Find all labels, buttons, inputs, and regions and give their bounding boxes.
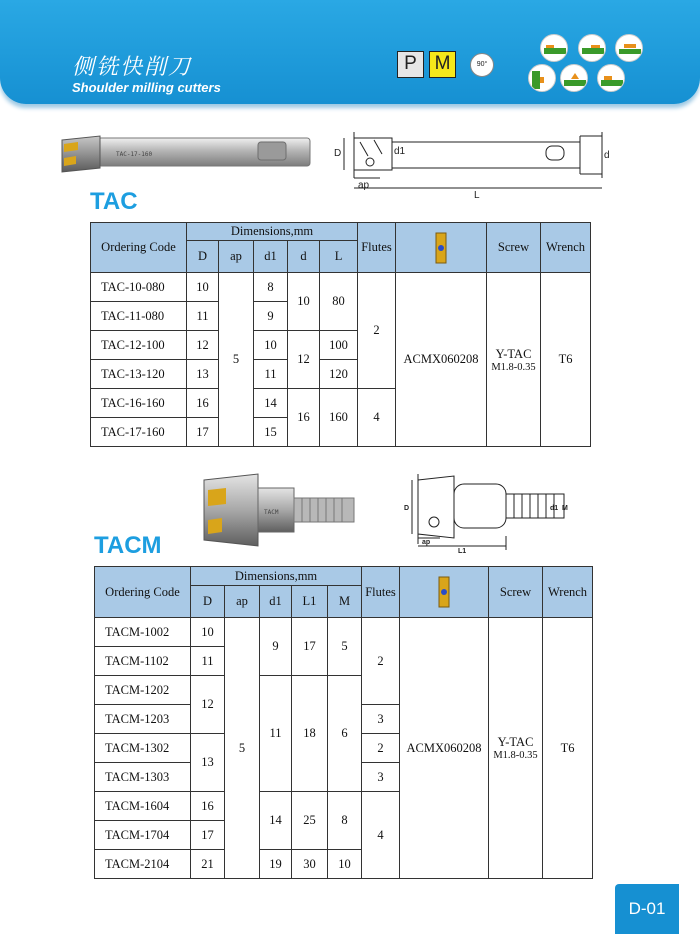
dim-ap: 5 bbox=[219, 273, 254, 447]
screw-value bbox=[487, 273, 541, 447]
insert-icon bbox=[434, 231, 448, 265]
tac-head-d1: d1 bbox=[254, 241, 288, 273]
dim-d1: 11 bbox=[254, 360, 288, 389]
dim-d: 16 bbox=[288, 389, 320, 447]
tacm-head-ap: ap bbox=[225, 586, 260, 618]
plunge-milling-icon bbox=[560, 64, 588, 92]
tacm-engraving: TACM bbox=[264, 509, 279, 516]
tac-head-flutes: Flutes bbox=[358, 223, 396, 273]
ordering-code: TAC-17-160 bbox=[91, 418, 187, 447]
dim-d1: 11 bbox=[260, 676, 292, 792]
flutes-value: 4 bbox=[362, 792, 400, 879]
tac-head-ap: ap bbox=[219, 241, 254, 273]
dim-d1: 10 bbox=[254, 331, 288, 360]
flutes-value: 2 bbox=[358, 273, 396, 389]
ordering-code: TACM-1303 bbox=[95, 763, 191, 792]
ordering-code: TACM-1203 bbox=[95, 705, 191, 734]
ordering-code: TACM-1002 bbox=[95, 618, 191, 647]
dim-L1: 25 bbox=[292, 792, 328, 850]
screw-name: Y-TAC bbox=[497, 735, 534, 749]
tacm-spec-table bbox=[94, 566, 593, 879]
dim-ap: 5 bbox=[225, 618, 260, 879]
tac-cutter-photo bbox=[58, 128, 314, 178]
table-row bbox=[91, 273, 591, 302]
angle-90-icon: 90° bbox=[470, 53, 494, 77]
tac-head-screw: Screw bbox=[487, 223, 541, 273]
tacm-head-wrench: Wrench bbox=[543, 567, 593, 618]
ordering-code: TAC-16-160 bbox=[91, 389, 187, 418]
tac-head-dimensions: Dimensions,mm bbox=[187, 223, 358, 241]
tacm-head-L1: L1 bbox=[292, 586, 328, 618]
tacm-head-dimensions: Dimensions,mm bbox=[191, 567, 362, 586]
insert-value: ACMX060208 bbox=[400, 618, 489, 879]
tacm-head-flutes: Flutes bbox=[362, 567, 400, 618]
flutes-value: 4 bbox=[358, 389, 396, 447]
flutes-value: 2 bbox=[362, 734, 400, 763]
tacm-head-D: D bbox=[191, 586, 225, 618]
dim-D: 21 bbox=[191, 850, 225, 879]
tac-dim-ap: ap bbox=[358, 180, 370, 191]
flutes-value: 3 bbox=[362, 705, 400, 734]
tac-dim-D: D bbox=[334, 148, 342, 159]
dim-L1: 17 bbox=[292, 618, 328, 676]
dim-d1: 9 bbox=[254, 302, 288, 331]
tacm-dim-L1: L1 bbox=[458, 548, 467, 554]
pocket-milling-icon bbox=[597, 64, 625, 92]
dim-D: 10 bbox=[187, 273, 219, 302]
tac-head-code: Ordering Code bbox=[91, 223, 187, 273]
tacm-cutter-photo bbox=[200, 470, 360, 550]
dim-d1: 14 bbox=[260, 792, 292, 850]
insert-value: ACMX060208 bbox=[396, 273, 487, 447]
material-badge-p: P bbox=[397, 51, 424, 78]
dim-M: 8 bbox=[328, 792, 362, 850]
dim-L: 160 bbox=[320, 389, 358, 447]
screw-value bbox=[489, 618, 543, 879]
table-row bbox=[95, 618, 593, 647]
dim-d: 10 bbox=[288, 273, 320, 331]
slot-milling-icon bbox=[578, 34, 606, 62]
tacm-dim-ap: ap bbox=[422, 539, 431, 546]
tac-head-L: L bbox=[320, 241, 358, 273]
tacm-head-M: M bbox=[328, 586, 362, 618]
tacm-head-code: Ordering Code bbox=[95, 567, 191, 618]
ordering-code: TAC-11-080 bbox=[91, 302, 187, 331]
tacm-dim-d1: d1 bbox=[550, 505, 559, 512]
tac-head-D: D bbox=[187, 241, 219, 273]
face-milling-icon bbox=[615, 34, 643, 62]
screw-spec: M1.8-0.35 bbox=[493, 750, 538, 761]
tac-technical-drawing bbox=[332, 128, 612, 200]
dim-d1: 9 bbox=[260, 618, 292, 676]
dim-d1: 8 bbox=[254, 273, 288, 302]
dim-D: 11 bbox=[187, 302, 219, 331]
dim-L1: 30 bbox=[292, 850, 328, 879]
tac-spec-table bbox=[90, 222, 591, 447]
tac-section-title: TAC bbox=[90, 188, 138, 215]
dim-D: 13 bbox=[191, 734, 225, 792]
tac-dim-L: L bbox=[474, 190, 480, 200]
tac-dim-d: d bbox=[604, 150, 610, 161]
flutes-value: 2 bbox=[362, 618, 400, 705]
insert-icon bbox=[437, 575, 451, 609]
dim-L: 100 bbox=[320, 331, 358, 360]
flutes-value: 3 bbox=[362, 763, 400, 792]
tacm-section-title: TACM bbox=[94, 532, 162, 559]
dim-d: 12 bbox=[288, 331, 320, 389]
tac-dim-d1: d1 bbox=[394, 146, 406, 157]
page-number: D-01 bbox=[615, 884, 679, 934]
ordering-code: TAC-13-120 bbox=[91, 360, 187, 389]
dim-M: 10 bbox=[328, 850, 362, 879]
screw-name: Y-TAC bbox=[495, 346, 532, 361]
tacm-head-d1: d1 bbox=[260, 586, 292, 618]
dim-d1: 14 bbox=[254, 389, 288, 418]
dim-D: 16 bbox=[187, 389, 219, 418]
screw-spec: M1.8-0.35 bbox=[491, 361, 536, 373]
tacm-head-insert bbox=[400, 567, 489, 618]
tac-engraving: TAC-17-160 bbox=[116, 151, 153, 158]
dim-L: 120 bbox=[320, 360, 358, 389]
tac-head-insert bbox=[396, 223, 487, 273]
dim-M: 5 bbox=[328, 618, 362, 676]
tacm-head-screw: Screw bbox=[489, 567, 543, 618]
dim-L1: 18 bbox=[292, 676, 328, 792]
ordering-code: TACM-1604 bbox=[95, 792, 191, 821]
tac-head-wrench: Wrench bbox=[541, 223, 591, 273]
dim-D: 12 bbox=[187, 331, 219, 360]
ordering-code: TACM-1202 bbox=[95, 676, 191, 705]
shoulder-milling-icon bbox=[540, 34, 568, 62]
ordering-code: TAC-12-100 bbox=[91, 331, 187, 360]
tac-head-d: d bbox=[288, 241, 320, 273]
wrench-value: T6 bbox=[543, 618, 593, 879]
dim-D: 16 bbox=[191, 792, 225, 821]
ordering-code: TACM-1704 bbox=[95, 821, 191, 850]
dim-D: 17 bbox=[187, 418, 219, 447]
wrench-value: T6 bbox=[541, 273, 591, 447]
dim-d1: 15 bbox=[254, 418, 288, 447]
dim-L: 80 bbox=[320, 273, 358, 331]
header-title-cn: 侧铣快削刀 bbox=[72, 55, 193, 80]
tacm-dim-M: M bbox=[562, 505, 568, 512]
dim-D: 11 bbox=[191, 647, 225, 676]
ordering-code: TACM-1102 bbox=[95, 647, 191, 676]
dim-D: 13 bbox=[187, 360, 219, 389]
tacm-technical-drawing bbox=[402, 470, 572, 554]
tacm-dim-D: D bbox=[404, 505, 410, 512]
material-badge-m: M bbox=[429, 51, 456, 78]
ordering-code: TAC-10-080 bbox=[91, 273, 187, 302]
ordering-code: TACM-1302 bbox=[95, 734, 191, 763]
dim-M: 6 bbox=[328, 676, 362, 792]
ramping-icon bbox=[528, 64, 556, 92]
header-title-en: Shoulder milling cutters bbox=[72, 80, 221, 95]
dim-D: 12 bbox=[191, 676, 225, 734]
dim-D: 17 bbox=[191, 821, 225, 850]
ordering-code: TACM-2104 bbox=[95, 850, 191, 879]
dim-d1: 19 bbox=[260, 850, 292, 879]
dim-D: 10 bbox=[191, 618, 225, 647]
